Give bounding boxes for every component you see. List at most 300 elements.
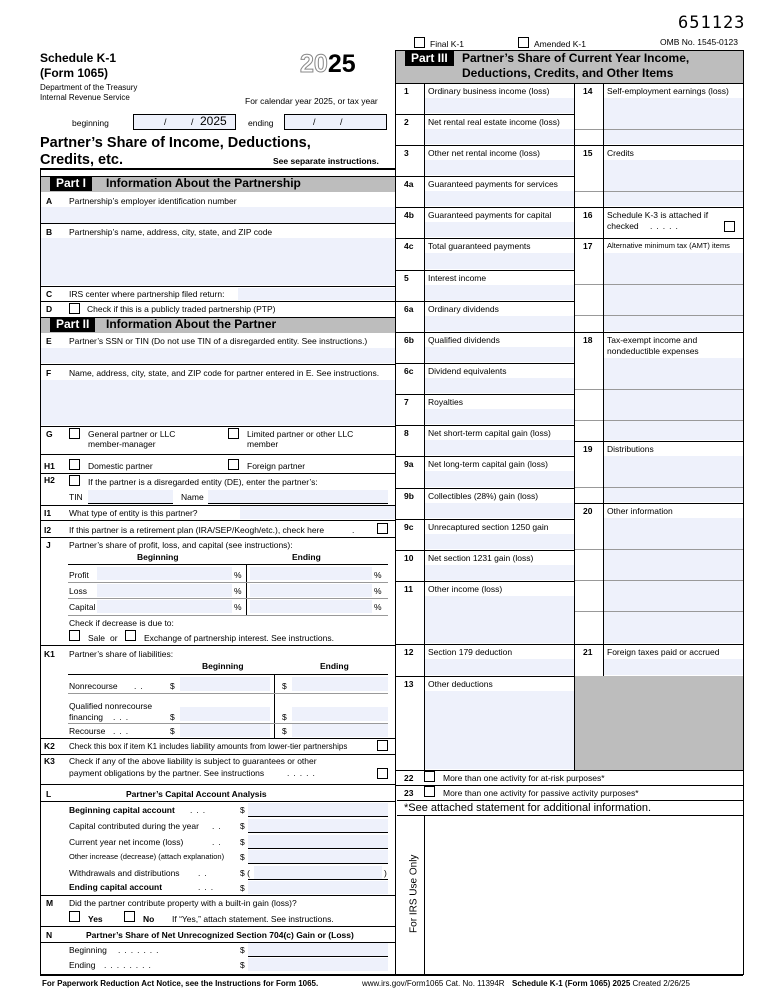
n-beginning-label: Beginning <box>69 945 107 955</box>
l4-dollar: $ <box>240 852 245 862</box>
line-13-label: Other deductions <box>428 679 493 689</box>
rule-l4 <box>248 863 388 864</box>
k3-attached-checkbox[interactable] <box>724 221 735 232</box>
rule-k1-header <box>68 674 388 675</box>
recourse-ending-field[interactable] <box>292 724 388 737</box>
end-slash-2: / <box>340 117 343 127</box>
line-7-number: 7 <box>404 397 409 407</box>
line-m-letter: M <box>46 898 54 908</box>
amended-k1-checkbox[interactable] <box>518 37 529 48</box>
omb-number: OMB No. 1545-0123 <box>660 37 738 47</box>
foreign-partner-label: Foreign partner <box>247 461 306 471</box>
line-h2-letter: H2 <box>44 475 55 485</box>
line-f-letter: F <box>46 368 52 378</box>
rule-b <box>41 286 395 287</box>
part1-label: Part I <box>50 176 92 191</box>
attached-statement-note: *See attached statement for additional information. <box>404 802 652 814</box>
rule-l <box>41 895 395 896</box>
l3-dollar: $ <box>240 837 245 847</box>
line-9b-amount-field[interactable] <box>425 503 574 518</box>
line-4b-amount-field[interactable] <box>425 222 574 237</box>
rule-profit <box>68 582 388 583</box>
footer-paperwork: For Paperwork Reduction Act Notice, see the Instructions for Form 1065. <box>42 979 319 988</box>
rule-line-3 <box>396 176 575 177</box>
rule-right-edge <box>743 50 744 975</box>
begin-slash-2: / <box>191 117 194 127</box>
line-b-letter: B <box>46 227 53 237</box>
k3-dots: ..... <box>287 768 319 778</box>
line-19-subrow-rule <box>575 487 743 488</box>
line-a-letter: A <box>46 196 53 206</box>
line-i1-letter: I1 <box>44 508 52 518</box>
part3-band-bottom <box>396 83 743 84</box>
line-6c-amount-field[interactable] <box>425 378 574 393</box>
line-17-label: Alternative minimum tax (AMT) items <box>607 241 730 250</box>
limited-partner-label-2: member <box>247 439 279 449</box>
profit-ending-field[interactable] <box>250 567 372 580</box>
line-14-label: Self-employment earnings (loss) <box>607 86 729 96</box>
rule-line-10 <box>396 581 575 582</box>
l2-dollar: $ <box>240 821 245 831</box>
tax-year-outline: 20 <box>300 50 328 78</box>
qualified-ending-field[interactable] <box>292 707 388 721</box>
withdrawals-label: Withdrawals and distributions <box>69 868 180 878</box>
rule-de-tin <box>88 503 173 504</box>
form-number: (Form 1065) <box>40 66 109 80</box>
m-if-yes: If “Yes,” attach statement. See instructions. <box>172 914 334 924</box>
rule-line-4b <box>396 238 575 239</box>
capital-ending-pct: % <box>374 602 382 612</box>
tax-year-bold: 25 <box>327 50 356 78</box>
profit-beginning-pct: % <box>234 570 242 580</box>
line-15-amount-field[interactable] <box>604 160 743 206</box>
rule-line-12 <box>396 676 575 677</box>
k1-beginning-header: Beginning <box>202 661 244 671</box>
footer-created: Created 2/26/25 <box>632 979 690 988</box>
loss-label: Loss <box>69 586 87 596</box>
irs-center-field[interactable] <box>238 288 395 300</box>
line-1-amount-field[interactable] <box>425 98 574 113</box>
line-6c-label: Dividend equivalents <box>428 366 507 376</box>
beginning-capital-field[interactable] <box>248 803 388 816</box>
line-13-number: 13 <box>404 679 414 689</box>
line-19-amount-field[interactable] <box>604 456 743 502</box>
de-name-field[interactable] <box>208 490 388 503</box>
capital-contributed-label: Capital contributed during the year <box>69 821 199 831</box>
line-m-label: Did the partner contribute property with a built-in gain (loss)? <box>69 898 297 908</box>
builtin-gain-no-checkbox[interactable] <box>124 911 135 922</box>
dept-treasury: Department of the Treasury <box>40 83 138 92</box>
line-16-label-2: checked <box>607 221 639 231</box>
rule-loss <box>68 598 388 599</box>
line-11-amount-field[interactable] <box>425 596 574 643</box>
qualified-beginning-field[interactable] <box>180 707 270 721</box>
rule-line-11 <box>396 644 575 645</box>
line-j-letter: J <box>46 540 51 550</box>
line-k3-label-1: Check if any of the above liability is subject to guarantees or other <box>69 756 317 766</box>
line-20-subrow-rule <box>575 549 743 550</box>
ptp-checkbox[interactable] <box>69 303 80 314</box>
main-title-line1: Partner’s Share of Income, Deductions, <box>40 135 311 151</box>
nonrecourse-dollar-2: $ <box>282 681 287 691</box>
rule-capital <box>68 615 388 616</box>
line-2-amount-field[interactable] <box>425 129 574 144</box>
rule-p3-col2 <box>574 83 575 770</box>
rule-l2 <box>248 832 388 833</box>
line-9a-amount-field[interactable] <box>425 471 574 487</box>
see-instructions: See separate instructions. <box>273 156 379 166</box>
l2-dots: .. <box>212 821 225 831</box>
recourse-label: Recourse <box>69 726 106 736</box>
de-tin-field[interactable] <box>88 490 173 503</box>
begin-year-value: 2025 <box>200 114 227 128</box>
line-l-title: Partner’s Capital Account Analysis <box>126 789 267 799</box>
line-4a-amount-field[interactable] <box>425 191 574 206</box>
line-10-number: 10 <box>404 553 414 563</box>
capital-beginning-field[interactable] <box>97 600 232 613</box>
line-5-amount-field[interactable] <box>425 285 574 300</box>
capital-ending-field[interactable] <box>250 600 372 613</box>
passive-checkbox[interactable] <box>424 786 435 797</box>
part3-title-2: Deductions, Credits, and Other Items <box>462 66 674 80</box>
rule-h1 <box>41 473 395 474</box>
line-16-label: Schedule K-3 is attached if <box>607 210 709 220</box>
n1-dollar: $ <box>240 945 245 955</box>
final-k1-label: Final K-1 <box>430 39 465 49</box>
part3-title-1: Partner’s Share of Current Year Income, <box>462 51 690 65</box>
footer-form-bold: Schedule K-1 (Form 1065) 2025 <box>512 979 631 988</box>
qualified-dots: ... <box>113 712 133 722</box>
line-9a-label: Net long-term capital gain (loss) <box>428 459 548 469</box>
ending-capital-label: Ending capital account <box>69 882 163 892</box>
rule-j-header <box>68 564 388 565</box>
line-21-number: 21 <box>583 647 593 657</box>
nonrecourse-beginning-field[interactable] <box>180 677 270 691</box>
nonrecourse-label: Nonrecourse <box>69 681 118 691</box>
line-i2-dots: . <box>352 525 359 535</box>
line-6a-number: 6a <box>404 304 414 314</box>
line-e-label: Partner’s SSN or TIN (Do not use TIN of a disregarded entity. See instructions.) <box>69 336 368 346</box>
calendar-year-text: For calendar year 2025, or tax year <box>245 96 378 106</box>
rule-line-6b <box>396 363 575 364</box>
line-5-label: Interest income <box>428 273 487 283</box>
domestic-partner-checkbox[interactable] <box>69 459 80 470</box>
rule-line-19 <box>575 503 743 504</box>
line-2-label: Net rental real estate income (loss) <box>428 117 560 127</box>
line-18-label-2: nondeductible expenses <box>607 346 699 356</box>
line-4c-amount-field[interactable] <box>425 253 574 269</box>
line-h1-letter: H1 <box>44 461 55 471</box>
line-d-letter: D <box>46 304 53 314</box>
line-23-number: 23 <box>404 788 414 798</box>
line-18-subrow-rule <box>575 389 743 390</box>
line-3-amount-field[interactable] <box>425 160 574 175</box>
line-20-number: 20 <box>583 506 593 516</box>
line-9b-number: 9b <box>404 491 414 501</box>
footer-form <box>512 979 690 988</box>
general-partner-label-1: General partner or LLC <box>88 429 176 439</box>
l6-dots: ... <box>198 882 218 892</box>
exchange-label: Exchange of partnership interest. See instructions. <box>144 633 334 643</box>
line-6a-amount-field[interactable] <box>425 316 574 331</box>
qualified-dollar-1: $ <box>170 712 175 722</box>
line-14-amount-field[interactable] <box>604 98 743 144</box>
qualified-label-2: financing <box>69 712 104 722</box>
decrease-label: Check if decrease is due to: <box>69 618 174 628</box>
l5-dollar-paren: $ ( <box>240 868 250 878</box>
k1-ending-header: Ending <box>320 661 349 671</box>
n-beginning-field[interactable] <box>248 943 388 956</box>
line-12-label: Section 179 deduction <box>428 647 513 657</box>
builtin-gain-yes-checkbox[interactable] <box>69 911 80 922</box>
line-22-label: More than one activity for at-risk purposes* <box>443 773 605 783</box>
l1-dots: ... <box>190 805 210 815</box>
n2-dots: ........ <box>104 960 155 970</box>
recourse-dollar-2: $ <box>282 726 287 736</box>
rule-i2 <box>41 537 395 538</box>
l1-dollar: $ <box>240 805 245 815</box>
rule-k1-middle <box>274 674 275 738</box>
rule-n1 <box>248 956 388 957</box>
capital-contributed-field[interactable] <box>248 819 388 832</box>
line-9c-amount-field[interactable] <box>425 534 574 549</box>
line-21-label: Foreign taxes paid or accrued <box>607 647 720 657</box>
line-4b-label: Guaranteed payments for capital <box>428 210 552 220</box>
ein-field[interactable] <box>41 207 395 223</box>
barcode-number: 651123 <box>678 13 746 33</box>
retirement-plan-checkbox[interactable] <box>377 523 388 534</box>
general-partner-checkbox[interactable] <box>69 428 80 439</box>
line-18-number: 18 <box>583 335 593 345</box>
line-8-label: Net short-term capital gain (loss) <box>428 428 551 438</box>
line-12-amount-field[interactable] <box>425 659 574 675</box>
tin-label: TIN <box>69 492 83 502</box>
rule-a <box>41 223 395 224</box>
line-11-number: 11 <box>404 584 413 594</box>
end-slash-1: / <box>313 117 316 127</box>
partnership-address-field[interactable] <box>41 238 395 285</box>
line-7-amount-field[interactable] <box>425 409 574 424</box>
ending-date-field[interactable] <box>284 114 387 130</box>
recourse-dots: ... <box>113 726 133 736</box>
line-4c-number: 4c <box>404 241 414 251</box>
line-9a-number: 9a <box>404 459 414 469</box>
atrisk-checkbox[interactable] <box>424 771 435 782</box>
line-n-letter: N <box>46 930 53 940</box>
rule-line-9c <box>396 550 575 551</box>
beginning-capital-label: Beginning capital account <box>69 805 175 815</box>
line-19-label: Distributions <box>607 444 654 454</box>
rule-bottom <box>40 974 743 976</box>
rule-k2 <box>41 754 395 755</box>
rule-e <box>41 364 395 365</box>
line-10-amount-field[interactable] <box>425 565 574 580</box>
line-6b-label: Qualified dividends <box>428 335 500 345</box>
irs-name: Internal Revenue Service <box>40 93 130 102</box>
rule-c <box>41 301 395 302</box>
rule-line-4c <box>396 270 575 271</box>
rule-l3 <box>248 848 388 849</box>
line-9c-label: Unrecaptured section 1250 gain <box>428 522 549 532</box>
loss-beginning-pct: % <box>234 586 242 596</box>
line-17-amount-field[interactable] <box>604 253 743 331</box>
rule-de-name <box>208 503 388 504</box>
rule-line-20 <box>575 644 743 645</box>
rule-m <box>41 926 395 927</box>
recourse-beginning-field[interactable] <box>180 724 270 737</box>
line-15-label: Credits <box>607 148 634 158</box>
tax-year <box>300 50 356 79</box>
nonrecourse-ending-field[interactable] <box>292 677 388 691</box>
profit-beginning-field[interactable] <box>97 567 232 580</box>
line-k1-letter: K1 <box>44 649 55 659</box>
line-b-label: Partnership’s name, address, city, state, and ZIP code <box>69 227 273 237</box>
rule-i1 <box>41 520 395 521</box>
guarantees-checkbox[interactable] <box>377 768 388 779</box>
part2-title: Information About the Partner <box>106 317 277 331</box>
line-2-number: 2 <box>404 117 409 127</box>
rule-line-6c <box>396 394 575 395</box>
line-d-label: Check if this is a publicly traded partnership (PTP) <box>87 304 276 314</box>
n1-dots: ....... <box>118 945 163 955</box>
l5-dots: .. <box>198 868 211 878</box>
yes-label: Yes <box>88 914 103 924</box>
nonrecourse-dollar-1: $ <box>170 681 175 691</box>
disregarded-entity-checkbox[interactable] <box>69 475 80 486</box>
capital-beginning-pct: % <box>234 602 242 612</box>
line-4b-number: 4b <box>404 210 414 220</box>
begin-slash-1: / <box>164 117 167 127</box>
line-16-number: 16 <box>583 210 593 220</box>
line-22-number: 22 <box>404 773 414 783</box>
line-k2-letter: K2 <box>44 741 55 751</box>
entity-type-field[interactable] <box>240 506 395 519</box>
line-13-amount-field[interactable] <box>425 691 574 769</box>
line-18-label: Tax-exempt income and <box>607 335 698 345</box>
rule-line-17 <box>575 332 743 333</box>
current-year-income-field[interactable] <box>248 835 388 848</box>
line-20-subrow-rule <box>575 580 743 581</box>
line-23-label: More than one activity for passive activity purposes* <box>443 788 639 798</box>
rule-line-5 <box>396 301 575 302</box>
line-l-letter: L <box>46 789 52 799</box>
no-label: No <box>143 914 155 924</box>
line-14-number: 14 <box>583 86 593 96</box>
qualified-label-1: Qualified nonrecourse <box>69 701 153 711</box>
line-4c-label: Total guaranteed payments <box>428 241 531 251</box>
profit-label: Profit <box>69 570 89 580</box>
n-ending-field[interactable] <box>248 958 388 971</box>
line-6b-amount-field[interactable] <box>425 347 574 362</box>
line-7-label: Royalties <box>428 397 463 407</box>
line-1-label: Ordinary business income (loss) <box>428 86 550 96</box>
amended-k1-label: Amended K-1 <box>534 39 586 49</box>
line-20-subrow-rule <box>575 611 743 612</box>
line-11-label: Other income (loss) <box>428 584 503 594</box>
rule-left-edge <box>40 168 41 974</box>
irs-use-only: For IRS Use Only <box>408 854 420 933</box>
line-18-subrow-rule <box>575 420 743 421</box>
sale-label: Sale <box>88 633 106 643</box>
line-j-label: Partner’s share of profit, loss, and capital (see instructions): <box>69 540 293 550</box>
rule-k1 <box>41 738 395 739</box>
line-g-letter: G <box>46 429 53 439</box>
rule-line13-bottom <box>396 770 743 771</box>
line-19-number: 19 <box>583 444 593 454</box>
rule-line-18 <box>575 441 743 442</box>
line-10-label: Net section 1231 gain (loss) <box>428 553 534 563</box>
partner-address-field[interactable] <box>41 380 395 425</box>
loss-beginning-field[interactable] <box>97 584 232 597</box>
ending-capital-field[interactable] <box>248 881 388 894</box>
line-a-label: Partnership’s employer identification number <box>69 196 237 206</box>
line-15-subrow-rule <box>575 191 743 192</box>
qualified-dollar-2: $ <box>282 712 287 722</box>
partner-tin-field[interactable] <box>41 348 395 363</box>
line-17-subrow-rule <box>575 315 743 316</box>
sale-checkbox[interactable] <box>69 630 80 641</box>
rule-22 <box>396 785 743 786</box>
j-beginning-header: Beginning <box>137 552 179 562</box>
line-8-amount-field[interactable] <box>425 440 574 455</box>
ending-label: ending <box>248 118 274 128</box>
rule-f <box>41 426 395 427</box>
rule-line-9a <box>396 488 575 489</box>
line-21-amount-field[interactable] <box>604 659 743 675</box>
foreign-partner-checkbox[interactable] <box>228 459 239 470</box>
n-ending-label: Ending <box>69 960 96 970</box>
l3-dots: .. <box>212 837 225 847</box>
loss-ending-field[interactable] <box>250 584 372 597</box>
line-17-subrow-rule <box>575 284 743 285</box>
line-3-label: Other net rental income (loss) <box>428 148 540 158</box>
part3-label: Part III <box>405 51 454 66</box>
rule-line-14 <box>575 145 743 146</box>
rule-center <box>395 50 396 975</box>
line-4a-number: 4a <box>404 179 414 189</box>
rule-line-16 <box>575 238 743 239</box>
rule-p3-col3 <box>603 83 604 676</box>
rule-j-middle <box>246 564 247 616</box>
line-6a-label: Ordinary dividends <box>428 304 499 314</box>
withdrawals-field[interactable] <box>254 866 382 879</box>
rule-line-7 <box>396 425 575 426</box>
line-e-letter: E <box>46 336 52 346</box>
rule-line-6a <box>396 332 575 333</box>
lower-tier-checkbox[interactable] <box>377 740 388 751</box>
line-9b-label: Collectibles (28%) gain (loss) <box>428 491 539 501</box>
line-n-title: Partner’s Share of Net Unrecognized Section 704(c) Gain or (Loss) <box>86 930 354 940</box>
rule-top-left <box>40 168 395 170</box>
line-c-letter: C <box>46 289 53 299</box>
recourse-dollar-1: $ <box>170 726 175 736</box>
final-k1-checkbox[interactable] <box>414 37 425 48</box>
line-20-label: Other information <box>607 506 673 516</box>
line-i2-label: If this partner is a retirement plan (IRA/SEP/Keogh/etc.), check here <box>69 525 325 535</box>
line-i1-label: What type of entity is this partner? <box>69 508 198 518</box>
loss-ending-pct: % <box>374 586 382 596</box>
exchange-checkbox[interactable] <box>125 630 136 641</box>
line-12-number: 12 <box>404 647 414 657</box>
line-3-number: 3 <box>404 148 409 158</box>
rule-nonrecourse <box>68 693 388 694</box>
line-14-subrow-rule <box>575 129 743 130</box>
line-18-amount-field[interactable] <box>604 358 743 440</box>
limited-partner-checkbox[interactable] <box>228 428 239 439</box>
rule-j <box>41 645 395 646</box>
other-increase-field[interactable] <box>248 850 388 863</box>
other-increase-label: Other increase (decrease) (attach explanation) <box>69 852 225 861</box>
